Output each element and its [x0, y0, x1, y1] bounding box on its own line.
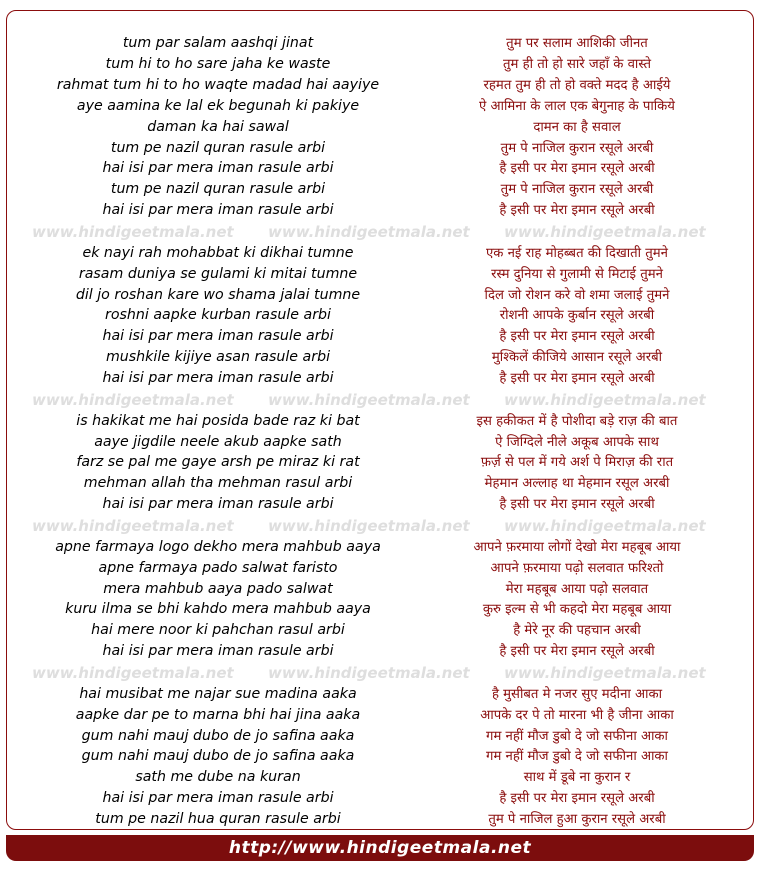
- lyric-line-roman: apne farmaya pado salwat faristo: [98, 559, 338, 576]
- footer-url-bar[interactable]: http://www.hindigeetmala.net: [6, 835, 754, 861]
- lyric-line-hindi: है इसी पर मेरा इमान रसूले अरबी: [499, 329, 655, 345]
- lyric-line-roman: gum nahi mauj dubo de jo safina aaka: [81, 748, 355, 765]
- watermark-text: www.hindigeetmala.net: [32, 517, 234, 536]
- lyric-line-hindi: इस हकीकत में है पोशीदा बड़े राज़ की बात: [476, 413, 678, 429]
- lyric-line-roman: tum par salam aashqi jinat: [122, 35, 314, 51]
- lyric-line-hindi: ऐ जिग्दिले नीले अकूब आपके साथ: [495, 434, 659, 450]
- lyric-line-roman: roshni aapke kurban rasule arbi: [105, 307, 331, 324]
- watermark-text: www.hindigeetmala.net: [504, 391, 706, 409]
- lyric-line-roman: is hakikat me hai posida bade raz ki bat: [76, 412, 360, 429]
- lyric-line-roman: tum pe nazil quran rasule arbi: [110, 139, 326, 156]
- lyric-line-hindi: आपके दर पे तो मारना भी है जीना आका: [480, 707, 674, 723]
- lyric-line-roman: mera mahbub aaya pado salwat: [103, 580, 333, 597]
- lyric-line-hindi: साथ में डूबे ना कुरान र: [523, 770, 631, 786]
- lyric-line-hindi: एक नई राह मोहब्बत की दिखाती तुमने: [486, 245, 668, 261]
- lyric-line-roman: hai musibat me najar sue madina aaka: [79, 685, 357, 702]
- lyric-line-hindi: फ़र्ज़ से पल में गये अर्श पे मिराज़ की रात: [480, 455, 674, 471]
- lyric-line-hindi: तुम पर सलाम आशिकी जीनत: [506, 36, 648, 51]
- lyric-line-hindi: है इसी पर मेरा इमान रसूले अरबी: [499, 497, 655, 513]
- lyric-line-hindi: दामन का है सवाल: [533, 119, 621, 135]
- watermark-text: www.hindigeetmala.net: [268, 664, 470, 683]
- watermark-text: www.hindigeetmala.net: [504, 223, 706, 242]
- watermark-text: www.hindigeetmala.net: [32, 391, 234, 409]
- lyric-line-hindi: रस्म दुनिया से गुलामी से मिटाई तुमने: [491, 266, 663, 282]
- lyric-line-hindi: है मेरे नूर की पहचान अरबी: [513, 623, 641, 639]
- lyric-line-hindi: तुम पे नाजिल कुरान रसूले अरबी: [500, 182, 654, 198]
- lyric-line-roman: aye aamina ke lal ek begunah ki pakiye: [76, 97, 360, 114]
- watermark-text: www.hindigeetmala.net: [32, 223, 234, 242]
- lyric-line-hindi: है इसी पर मेरा इमान रसूले अरबी: [499, 371, 655, 387]
- watermark-text: www.hindigeetmala.net: [504, 517, 706, 536]
- lyric-line-hindi: गम नहीं मौज डुबो दे जो सफीना आका: [486, 728, 668, 744]
- lyric-line-hindi: मेरा महबूब आया पढ़ो सलवात: [505, 581, 649, 597]
- lyric-line-roman: aapke dar pe to marna bhi hai jina aaka: [75, 706, 361, 723]
- lyric-line-roman: sath me dube na kuran: [135, 769, 301, 786]
- lyric-line-roman: hai isi par mera iman rasule arbi: [102, 643, 334, 660]
- lyric-line-roman: ek nayi rah mohabbat ki dikhai tumne: [82, 244, 354, 261]
- lyric-line-hindi: तुम पे नाजिल कुरान रसूले अरबी: [500, 140, 654, 156]
- lyric-line-hindi: तुम पे नाजिल हुआ कुरान रसूले अरबी: [488, 812, 666, 828]
- lyric-line-hindi: आपने फ़रमाया पढ़ो सलवात फरिश्तो: [490, 560, 664, 576]
- lyric-line-roman: hai isi par mera iman rasule arbi: [102, 202, 334, 219]
- watermark-text: www.hindigeetmala.net: [268, 223, 470, 242]
- lyric-line-roman: apne farmaya logo dekho mera mahbub aaya: [55, 538, 381, 555]
- lyric-line-hindi: है इसी पर मेरा इमान रसूले अरबी: [499, 203, 655, 219]
- lyric-line-hindi: रहमत तुम ही तो हो वक्ते मदद है आईये: [483, 77, 671, 93]
- watermark-text: www.hindigeetmala.net: [268, 391, 470, 409]
- lyric-line-hindi: मुश्किलें कीजिये आसान रसूले अरबी: [491, 350, 663, 366]
- lyric-line-roman: tum hi to ho sare jaha ke waste: [105, 55, 331, 72]
- lyric-line-roman: rahmat tum hi to ho waqte madad hai aayiye: [56, 76, 380, 93]
- lyric-line-roman: hai isi par mera iman rasule arbi: [102, 328, 334, 345]
- lyric-line-roman: tum pe nazil quran rasule arbi: [110, 181, 326, 198]
- lyric-line-hindi: गम नहीं मौज डुबो दे जो सफीना आका: [486, 749, 668, 765]
- lyric-line-roman: hai isi par mera iman rasule arbi: [102, 160, 334, 177]
- lyric-line-roman: hai isi par mera iman rasule arbi: [102, 790, 334, 807]
- lyric-line-hindi: तुम ही तो हो सारे जहाँ के वास्ते: [503, 56, 651, 72]
- watermark-text: www.hindigeetmala.net: [268, 517, 470, 536]
- lyric-line-hindi: कुरु इल्म से भी कहदो मेरा महबूब आया: [482, 602, 672, 618]
- lyric-line-roman: hai isi par mera iman rasule arbi: [102, 496, 334, 513]
- lyric-line-hindi: आपने फ़रमाया लोगों देखो मेरा महबूब आया: [473, 539, 681, 555]
- lyric-line-roman: mushkile kijiye asan rasule arbi: [105, 349, 331, 366]
- lyric-line-roman: kuru ilma se bhi kahdo mera mahbub aaya: [65, 601, 371, 618]
- watermark-text: www.hindigeetmala.net: [32, 664, 234, 683]
- lyric-line-roman: gum nahi mauj dubo de jo safina aaka: [81, 727, 355, 744]
- lyric-line-roman: farz se pal me gaye arsh pe miraz ki rat: [76, 454, 360, 471]
- lyric-line-hindi: मेहमान अल्लाह था मेहमान रसूल अरबी: [484, 476, 670, 492]
- lyric-line-hindi: है इसी पर मेरा इमान रसूले अरबी: [499, 161, 655, 177]
- lyric-line-hindi: है इसी पर मेरा इमान रसूले अरबी: [499, 644, 655, 660]
- lyric-line-hindi: दिल जो रोशन करे वो शमा जलाई तुमने: [484, 287, 670, 303]
- lyric-line-roman: aaye jigdile neele akub aapke sath: [94, 433, 342, 450]
- lyric-line-roman: tum pe nazil hua quran rasule arbi: [95, 811, 341, 828]
- lyric-line-roman: daman ka hai sawal: [147, 118, 289, 135]
- watermark-text: www.hindigeetmala.net: [504, 664, 706, 683]
- lyric-line-hindi: है मुसीबत मे नजर सुए मदीना आका: [491, 686, 663, 702]
- lyric-line-hindi: ऐ आमिना के लाल एक बेगुनाह के पाकिये: [479, 98, 675, 114]
- lyric-line-hindi: है इसी पर मेरा इमान रसूले अरबी: [499, 791, 655, 807]
- lyric-line-roman: rasam duniya se gulami ki mitai tumne: [78, 265, 358, 282]
- lyric-line-roman: hai isi par mera iman rasule arbi: [102, 370, 334, 387]
- lyric-line-roman: dil jo roshan kare wo shama jalai tumne: [75, 286, 361, 303]
- lyric-line-hindi: रोशनी आपके कुर्बान रसूले अरबी: [499, 308, 655, 324]
- lyric-line-roman: hai mere noor ki pahchan rasul arbi: [91, 622, 345, 639]
- lyric-line-roman: mehman allah tha mehman rasul arbi: [83, 475, 353, 492]
